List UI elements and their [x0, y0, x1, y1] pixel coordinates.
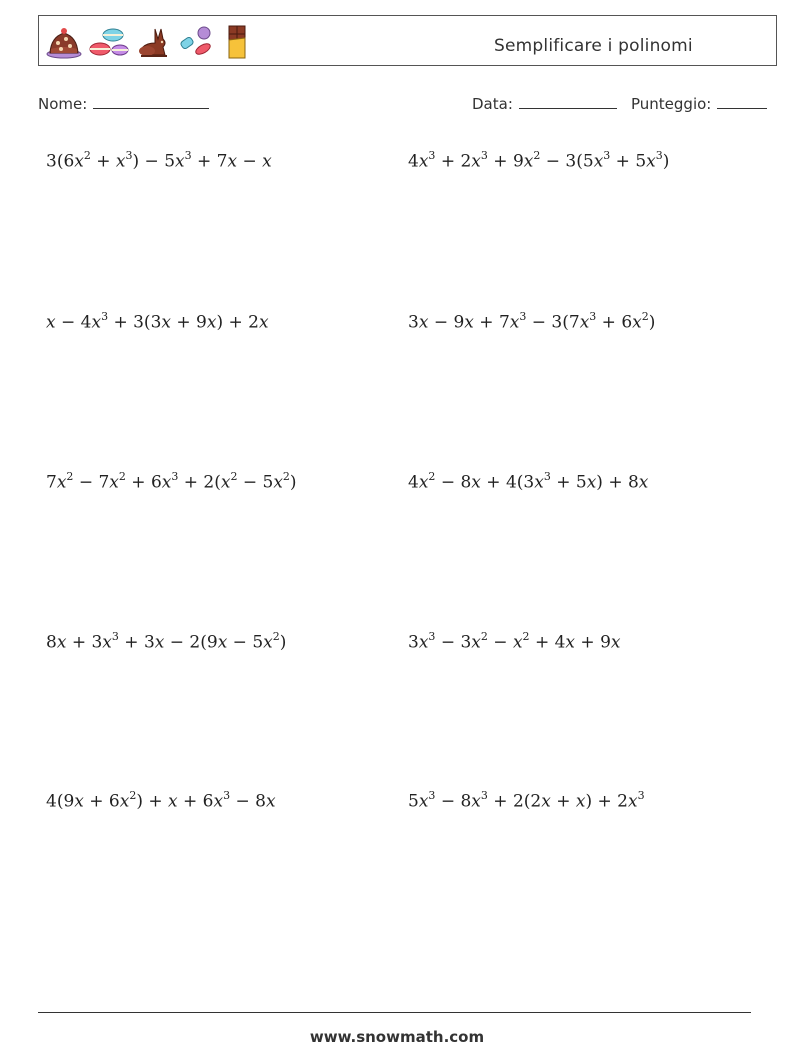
problem-5: $7x^2 - 7x^2 + 6x^3 + 2(x^2 - 5x^2)$ — [46, 470, 297, 493]
problem-9: $4(9x + 6x^2) + x + 6x^3 - 8x$ — [46, 789, 276, 812]
problem-7: $8x + 3x^3 + 3x - 2(9x - 5x^2)$ — [46, 630, 287, 653]
date-label: Data: — [472, 95, 513, 113]
problem-6: $4x^2 - 8x + 4(3x^3 + 5x) + 8x$ — [408, 470, 649, 493]
footer-divider — [38, 1012, 751, 1013]
problem-10: $5x^3 - 8x^3 + 2(2x + x) + 2x^3$ — [408, 789, 645, 812]
problem-4: $3x - 9x + 7x^3 - 3(7x^3 + 6x^2)$ — [408, 310, 656, 333]
score-label: Punteggio: — [631, 95, 712, 113]
problem-8: $3x^3 - 3x^2 - x^2 + 4x + 9x$ — [408, 630, 621, 653]
problem-1: $3(6x^2 + x^3) - 5x^3 + 7x - x$ — [46, 149, 272, 172]
page-title: Semplificare i polinomi — [494, 36, 693, 56]
problem-2: $4x^3 + 2x^3 + 9x^2 - 3(5x^3 + 5x^3)$ — [408, 149, 670, 172]
name-label: Nome: — [38, 95, 88, 113]
problem-3: $x - 4x^3 + 3(3x + 9x) + 2x$ — [46, 310, 269, 333]
footer-site: www.snowmath.com — [309, 1028, 485, 1046]
